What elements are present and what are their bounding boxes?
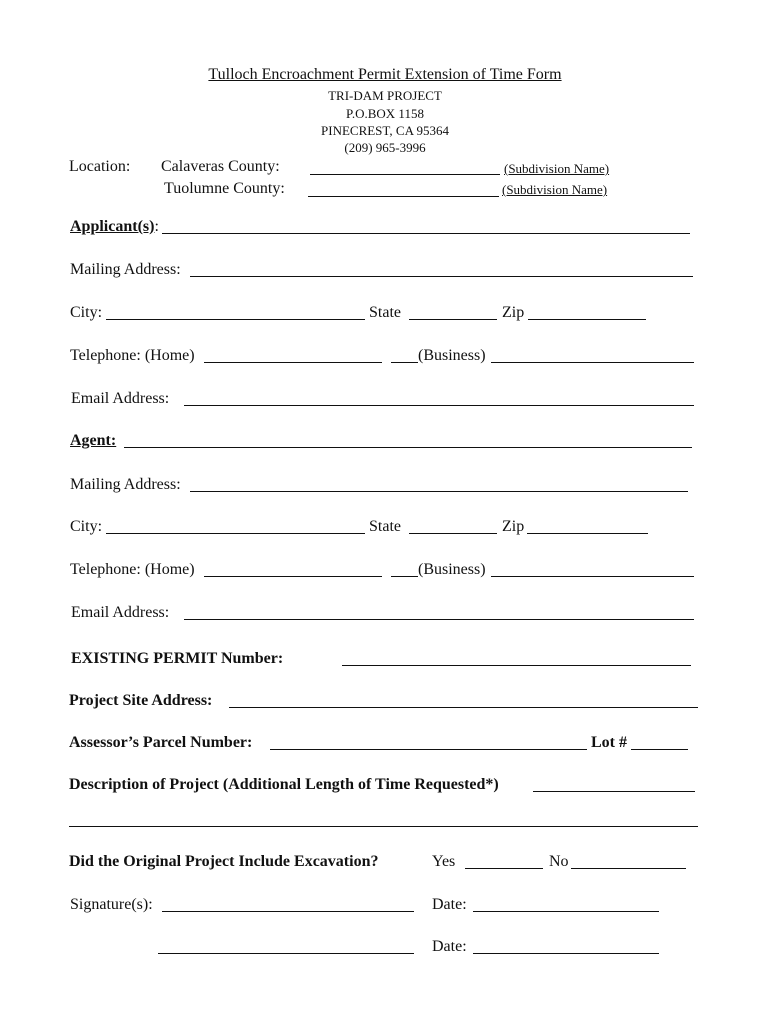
excavation-question: Did the Original Project Include Excavation? bbox=[69, 853, 379, 870]
applicant-colon: : bbox=[154, 218, 159, 235]
applicant-business-prefix-line bbox=[391, 362, 418, 363]
existing-permit-label: EXISTING PERMIT Number: bbox=[71, 650, 284, 667]
calaveras-label: Calaveras County: bbox=[161, 158, 280, 175]
applicant-home-phone-field[interactable] bbox=[204, 362, 382, 363]
agent-business-phone-label: (Business) bbox=[418, 561, 486, 578]
applicant-city-label: City: bbox=[70, 304, 103, 321]
applicant-email-field[interactable] bbox=[184, 405, 694, 406]
agent-home-phone-label: Telephone: (Home) bbox=[70, 561, 195, 578]
excavation-yes-label: Yes bbox=[432, 853, 456, 870]
lot-label: Lot # bbox=[591, 734, 627, 751]
description-label: Description of Project (Additional Length of Time Requested*) bbox=[69, 776, 499, 793]
agent-state-label: State bbox=[369, 518, 401, 535]
applicant-zip-field[interactable] bbox=[528, 319, 646, 320]
excavation-no-field[interactable] bbox=[571, 868, 686, 869]
applicant-email-label: Email Address: bbox=[71, 390, 170, 407]
applicant-heading bbox=[70, 218, 159, 236]
date-label-2: Date: bbox=[432, 938, 467, 955]
agent-business-phone-field[interactable] bbox=[491, 576, 694, 577]
agent-home-phone-field[interactable] bbox=[204, 576, 382, 577]
applicant-name-field[interactable] bbox=[162, 233, 690, 234]
apn-field[interactable] bbox=[270, 749, 587, 750]
signature-field-1[interactable] bbox=[162, 911, 414, 912]
org-city: PINECREST, CA 95364 bbox=[321, 123, 449, 138]
applicant-city-field[interactable] bbox=[106, 319, 365, 320]
agent-label: Agent: bbox=[70, 432, 117, 449]
date-field-1[interactable] bbox=[473, 911, 659, 912]
agent-city-field[interactable] bbox=[106, 533, 365, 534]
applicant-label: Applicant(s) bbox=[70, 218, 155, 235]
lot-field[interactable] bbox=[631, 749, 688, 750]
agent-mailing-field[interactable] bbox=[190, 491, 688, 492]
tuolumne-label: Tuolumne County: bbox=[164, 180, 285, 197]
date-label-1: Date: bbox=[432, 896, 467, 913]
applicant-home-phone-label: Telephone: (Home) bbox=[70, 347, 195, 364]
signature-label: Signature(s): bbox=[70, 896, 153, 913]
org-pobox: P.O.BOX 1158 bbox=[346, 106, 424, 121]
agent-zip-label: Zip bbox=[502, 518, 525, 535]
applicant-mailing-label: Mailing Address: bbox=[70, 261, 181, 278]
applicant-state-label: State bbox=[369, 304, 401, 321]
agent-zip-field[interactable] bbox=[527, 533, 648, 534]
form-title: Tulloch Encroachment Permit Extension of Time Form bbox=[208, 66, 562, 83]
calaveras-subdivision-label: (Subdivision Name) bbox=[504, 161, 610, 176]
signature-field-2[interactable] bbox=[158, 953, 414, 954]
applicant-business-phone-field[interactable] bbox=[491, 362, 694, 363]
agent-name-field[interactable] bbox=[124, 447, 692, 448]
agent-mailing-label: Mailing Address: bbox=[70, 476, 181, 493]
tuolumne-subdivision-field[interactable] bbox=[308, 196, 499, 197]
org-name: TRI-DAM PROJECT bbox=[328, 88, 442, 103]
tuolumne-subdivision-label: (Subdivision Name) bbox=[502, 182, 608, 197]
excavation-no-label: No bbox=[549, 853, 569, 870]
existing-permit-field[interactable] bbox=[342, 665, 691, 666]
date-field-2[interactable] bbox=[473, 953, 659, 954]
excavation-yes-field[interactable] bbox=[465, 868, 543, 869]
agent-business-prefix-line bbox=[391, 576, 418, 577]
org-phone: (209) 965-3996 bbox=[344, 140, 426, 155]
project-site-address-label: Project Site Address: bbox=[69, 692, 213, 709]
description-field-continued[interactable] bbox=[69, 826, 698, 827]
agent-email-field[interactable] bbox=[184, 619, 694, 620]
applicant-zip-label: Zip bbox=[502, 304, 525, 321]
applicant-business-phone-label: (Business) bbox=[418, 347, 486, 364]
calaveras-subdivision-field[interactable] bbox=[310, 174, 500, 175]
description-field[interactable] bbox=[533, 791, 695, 792]
applicant-mailing-field[interactable] bbox=[190, 276, 693, 277]
project-site-address-field[interactable] bbox=[229, 707, 698, 708]
agent-city-label: City: bbox=[70, 518, 103, 535]
location-label: Location: bbox=[69, 158, 131, 175]
applicant-state-field[interactable] bbox=[409, 319, 497, 320]
agent-state-field[interactable] bbox=[409, 533, 497, 534]
agent-email-label: Email Address: bbox=[71, 604, 170, 621]
apn-label: Assessor’s Parcel Number: bbox=[69, 734, 253, 751]
